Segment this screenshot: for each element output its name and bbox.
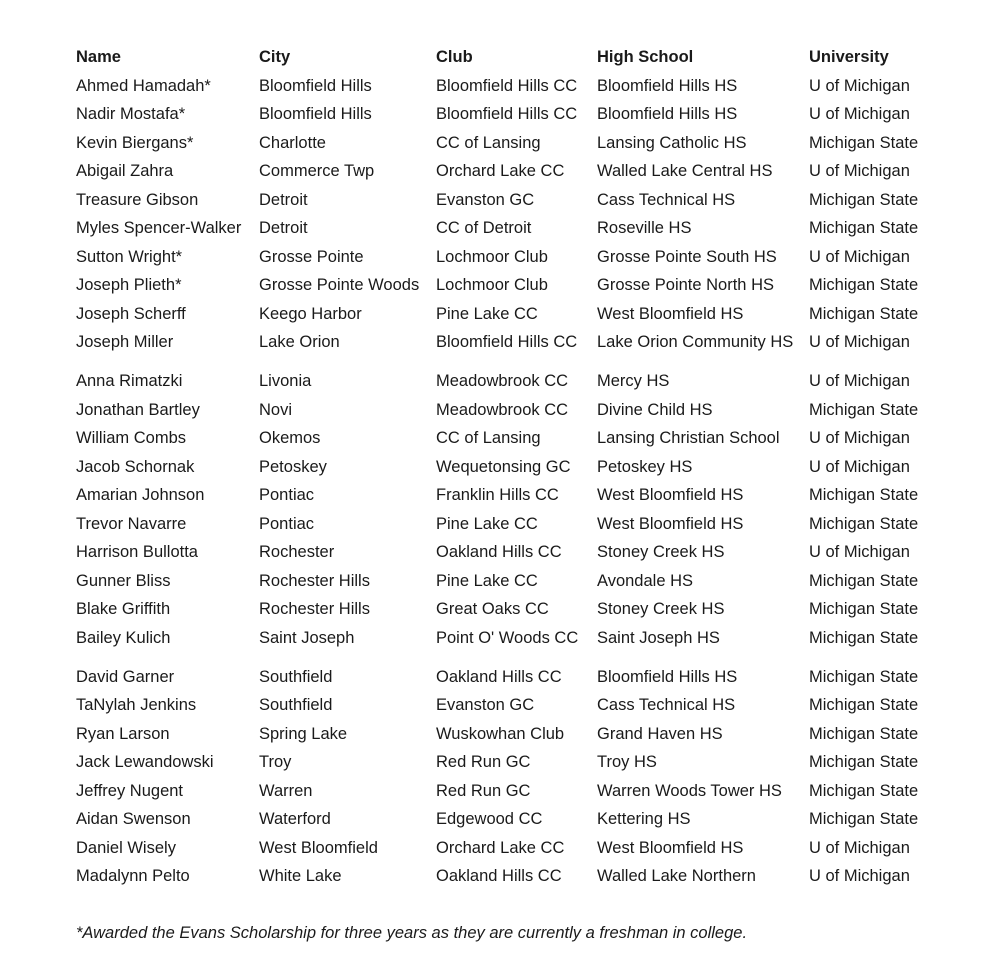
cell-city: Rochester Hills — [259, 571, 370, 590]
cell-name: Daniel Wisely — [76, 838, 176, 857]
cell-name: Joseph Plieth* — [76, 276, 182, 294]
cell-university: U of Michigan — [809, 76, 910, 95]
cell-high-school: Lake Orion Community HS — [597, 333, 794, 351]
cell-club: CC of Lansing — [436, 133, 541, 152]
cell-university: Michigan State — [809, 600, 919, 618]
cell-high-school: Roseville HS — [597, 219, 692, 237]
cell-high-school: Lansing Catholic HS — [597, 133, 747, 152]
cell-name: Jack Lewandowski — [76, 753, 214, 771]
cell-club: Oakland Hills CC — [436, 867, 562, 885]
cell-city: Lake Orion — [259, 333, 340, 351]
cell-high-school: West Bloomfield HS — [597, 304, 744, 323]
cell-university: Michigan State — [809, 571, 919, 590]
cell-name: Madalynn Pelto — [76, 867, 190, 885]
cell-city: Grosse Pointe Woods — [259, 276, 420, 294]
cell-university: Michigan State — [809, 514, 919, 533]
column-header-high-school: High School — [597, 48, 694, 66]
cell-university: Michigan State — [809, 190, 919, 209]
cell-high-school: Cass Technical HS — [597, 696, 736, 714]
cell-club: CC of Lansing — [436, 429, 541, 447]
cell-club: Lochmoor Club — [436, 247, 548, 266]
table-row — [70, 130, 950, 159]
table-row — [70, 158, 950, 187]
cell-high-school: Mercy HS — [597, 372, 670, 390]
table-row — [70, 692, 950, 721]
cell-club: Orchard Lake CC — [436, 838, 565, 857]
cell-university: Michigan State — [809, 753, 919, 771]
table-row — [70, 511, 950, 540]
cell-high-school: Stoney Creek HS — [597, 543, 725, 561]
table-row — [70, 244, 950, 273]
table-row — [70, 778, 950, 807]
cell-high-school: Grand Haven HS — [597, 724, 723, 743]
column-header-club: Club — [436, 48, 473, 66]
cell-high-school: Grosse Pointe North HS — [597, 276, 774, 294]
cell-university: U of Michigan — [809, 372, 910, 390]
cell-high-school: West Bloomfield HS — [597, 514, 744, 533]
cell-high-school: Bloomfield Hills HS — [597, 76, 738, 95]
table-row — [70, 301, 950, 330]
cell-city: Keego Harbor — [259, 304, 362, 323]
table-row — [70, 101, 950, 130]
column-header-university: University — [809, 48, 889, 66]
cell-name: Treasure Gibson — [76, 190, 199, 209]
table-row — [70, 749, 950, 778]
cell-club: Evanston GC — [436, 696, 535, 714]
cell-city: Southfield — [259, 667, 333, 686]
cell-high-school: Walled Lake Northern — [597, 867, 756, 885]
cell-city: Pontiac — [259, 514, 315, 533]
cell-high-school: West Bloomfield HS — [597, 838, 744, 857]
cell-club: Meadowbrook CC — [436, 400, 569, 419]
cell-university: U of Michigan — [809, 162, 910, 180]
cell-high-school: Bloomfield Hills HS — [597, 105, 738, 123]
cell-club: Red Run GC — [436, 781, 531, 800]
table-row — [70, 329, 950, 368]
cell-high-school: Saint Joseph HS — [597, 628, 720, 647]
cell-city: Warren — [259, 781, 313, 800]
cell-name: Gunner Bliss — [76, 571, 171, 590]
scholars-table — [70, 44, 950, 892]
cell-name: Jacob Schornak — [76, 457, 195, 476]
cell-city: Southfield — [259, 696, 333, 714]
table-row — [70, 806, 950, 835]
cell-club: Wequetonsing GC — [436, 457, 571, 476]
cell-university: Michigan State — [809, 724, 919, 743]
cell-high-school: Bloomfield Hills HS — [597, 667, 738, 686]
cell-city: Spring Lake — [259, 724, 348, 743]
table-row — [70, 454, 950, 483]
table-row — [70, 425, 950, 454]
table-row — [70, 625, 950, 664]
cell-club: Pine Lake CC — [436, 304, 538, 323]
table-row — [70, 863, 950, 892]
cell-city: West Bloomfield — [259, 838, 378, 857]
scholars-table-container — [70, 44, 950, 892]
cell-university: U of Michigan — [809, 429, 910, 447]
cell-city: Pontiac — [259, 486, 315, 504]
cell-university: U of Michigan — [809, 838, 910, 857]
column-header-name: Name — [76, 48, 121, 66]
cell-university: U of Michigan — [809, 105, 910, 123]
cell-high-school: Stoney Creek HS — [597, 600, 725, 618]
cell-club: Great Oaks CC — [436, 600, 549, 618]
cell-name: Jeffrey Nugent — [76, 781, 184, 800]
cell-university: Michigan State — [809, 219, 919, 237]
cell-university: Michigan State — [809, 781, 919, 800]
cell-club: Lochmoor Club — [436, 276, 548, 294]
cell-university: U of Michigan — [809, 457, 910, 476]
cell-name: William Combs — [76, 429, 187, 447]
cell-club: Meadowbrook CC — [436, 372, 569, 390]
cell-city: Troy — [259, 753, 292, 771]
table-row — [70, 596, 950, 625]
cell-high-school: West Bloomfield HS — [597, 486, 744, 504]
cell-university: U of Michigan — [809, 333, 910, 351]
cell-club: Franklin Hills CC — [436, 486, 559, 504]
cell-name: Myles Spencer-Walker — [76, 219, 242, 237]
cell-university: U of Michigan — [809, 543, 910, 561]
cell-high-school: Avondale HS — [597, 571, 694, 590]
cell-city: Waterford — [259, 810, 331, 828]
cell-name: Amarian Johnson — [76, 486, 205, 504]
cell-high-school: Walled Lake Central HS — [597, 162, 773, 180]
footnote: *Awarded the Evans Scholarship for three years as they are currently a freshman in college. — [76, 924, 748, 942]
cell-club: Evanston GC — [436, 190, 535, 209]
cell-city: Petoskey — [259, 457, 327, 476]
table-body — [70, 73, 950, 892]
cell-club: Edgewood CC — [436, 810, 543, 828]
cell-city: Bloomfield Hills — [259, 76, 372, 95]
cell-university: Michigan State — [809, 810, 919, 828]
table-row — [70, 272, 950, 301]
cell-city: White Lake — [259, 867, 342, 885]
cell-university: Michigan State — [809, 696, 919, 714]
cell-city: Bloomfield Hills — [259, 105, 372, 123]
table-row — [70, 721, 950, 750]
cell-name: Ryan Larson — [76, 724, 170, 743]
cell-high-school: Warren Woods Tower HS — [597, 781, 782, 800]
cell-club: Bloomfield Hills CC — [436, 333, 578, 351]
table-row — [70, 482, 950, 511]
table-row — [70, 835, 950, 864]
cell-high-school: Petoskey HS — [597, 457, 693, 476]
cell-high-school: Divine Child HS — [597, 400, 713, 419]
cell-high-school: Grosse Pointe South HS — [597, 247, 777, 266]
cell-city: Grosse Pointe — [259, 247, 364, 266]
table-row — [70, 187, 950, 216]
cell-university: Michigan State — [809, 667, 919, 686]
cell-name: Trevor Navarre — [76, 514, 187, 533]
cell-name: Sutton Wright* — [76, 247, 183, 266]
cell-university: Michigan State — [809, 133, 919, 152]
table-row — [70, 215, 950, 244]
cell-high-school: Troy HS — [597, 753, 657, 771]
cell-university: U of Michigan — [809, 867, 910, 885]
table-row — [70, 368, 950, 397]
cell-club: CC of Detroit — [436, 219, 532, 237]
cell-city: Detroit — [259, 190, 308, 209]
cell-club: Oakland Hills CC — [436, 667, 562, 686]
cell-club: Bloomfield Hills CC — [436, 76, 578, 95]
cell-club: Red Run GC — [436, 753, 531, 771]
table-header-row — [70, 44, 950, 73]
cell-name: David Garner — [76, 667, 175, 686]
cell-university: Michigan State — [809, 276, 919, 294]
cell-club: Orchard Lake CC — [436, 162, 565, 180]
cell-high-school: Cass Technical HS — [597, 190, 736, 209]
cell-name: Joseph Miller — [76, 333, 174, 351]
cell-name: Jonathan Bartley — [76, 400, 200, 419]
cell-name: Harrison Bullotta — [76, 543, 198, 561]
cell-high-school: Kettering HS — [597, 810, 691, 828]
cell-city: Rochester — [259, 543, 335, 561]
table-row — [70, 664, 950, 693]
cell-city: Saint Joseph — [259, 628, 355, 647]
cell-city: Livonia — [259, 372, 312, 390]
cell-name: Aidan Swenson — [76, 810, 191, 828]
cell-university: Michigan State — [809, 400, 919, 419]
cell-club: Point O' Woods CC — [436, 628, 579, 647]
cell-university: Michigan State — [809, 304, 919, 323]
cell-city: Okemos — [259, 429, 321, 447]
table-row — [70, 397, 950, 426]
cell-club: Oakland Hills CC — [436, 543, 562, 561]
column-header-city: City — [259, 48, 291, 66]
cell-name: Abigail Zahra — [76, 162, 174, 180]
cell-club: Pine Lake CC — [436, 514, 538, 533]
cell-name: Anna Rimatzki — [76, 372, 183, 390]
cell-name: Joseph Scherff — [76, 304, 186, 323]
cell-name: Nadir Mostafa* — [76, 105, 186, 123]
cell-club: Pine Lake CC — [436, 571, 538, 590]
cell-university: Michigan State — [809, 486, 919, 504]
cell-high-school: Lansing Christian School — [597, 429, 780, 447]
cell-city: Novi — [259, 400, 293, 419]
cell-name: Ahmed Hamadah* — [76, 76, 211, 95]
cell-city: Detroit — [259, 219, 308, 237]
cell-name: TaNylah Jenkins — [76, 696, 197, 714]
cell-club: Bloomfield Hills CC — [436, 105, 578, 123]
cell-city: Rochester Hills — [259, 600, 370, 618]
table-row — [70, 73, 950, 102]
cell-name: Blake Griffith — [76, 600, 171, 618]
cell-city: Commerce Twp — [259, 162, 375, 180]
cell-university: U of Michigan — [809, 247, 910, 266]
cell-club: Wuskowhan Club — [436, 724, 565, 743]
table-row — [70, 539, 950, 568]
cell-name: Bailey Kulich — [76, 628, 171, 647]
cell-university: Michigan State — [809, 628, 919, 647]
cell-city: Charlotte — [259, 133, 326, 152]
table-row — [70, 568, 950, 597]
cell-name: Kevin Biergans* — [76, 133, 194, 152]
